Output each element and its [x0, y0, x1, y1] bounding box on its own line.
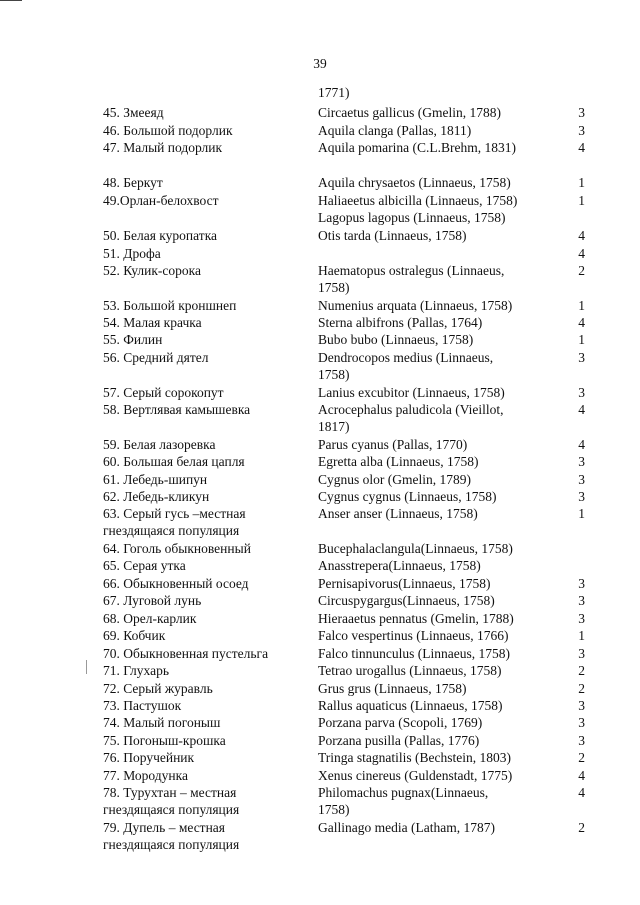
species-russian-name: 64. Гоголь обыкновенный — [103, 541, 251, 556]
species-russian-name: 61. Лебедь-шипун — [103, 472, 208, 487]
status-category: 1 — [578, 506, 585, 521]
species-russian-name: 47. Малый подорлик — [103, 140, 223, 155]
status-category: 2 — [578, 263, 585, 278]
species-russian-name: 48. Беркут — [103, 175, 163, 190]
species-russian-name: 76. Поручейник — [103, 750, 195, 765]
status-category: 4 — [578, 402, 585, 417]
status-category: 4 — [578, 315, 585, 330]
species-latin-name: Bucephalaclangula(Linnaeus, 1758) — [318, 541, 513, 556]
species-russian-name: 62. Лебедь-кликун — [103, 489, 210, 504]
species-russian-name: 67. Луговой лунь — [103, 593, 202, 608]
status-category: 2 — [578, 750, 585, 765]
species-russian-name: 45. Змееяд — [103, 105, 164, 120]
status-category: 1 — [578, 193, 585, 208]
species-latin-name: Rallus aquaticus (Linnaeus, 1758) — [318, 698, 503, 713]
species-latin-name: Porzana parva (Scopoli, 1769) — [318, 715, 483, 730]
species-russian-name: 46. Большой подорлик — [103, 123, 233, 138]
species-latin-name: Pernisapivorus(Linnaeus, 1758) — [318, 576, 491, 591]
species-russian-name: 69. Кобчик — [103, 628, 166, 643]
status-category: 3 — [578, 454, 585, 469]
species-latin-name: Gallinago media (Latham, 1787) — [318, 820, 495, 835]
species-russian-name: 66. Обыкновенный осоед — [103, 576, 249, 591]
status-category: 4 — [578, 768, 585, 783]
species-russian-name: 74. Малый погоныш — [103, 715, 221, 730]
scan-speck — [86, 660, 87, 674]
status-category: 3 — [578, 611, 585, 626]
page-edge-mark — [0, 0, 22, 1]
status-category: 3 — [578, 733, 585, 748]
species-russian-name: 55. Филин — [103, 332, 163, 347]
species-russian-name: 54. Малая крачка — [103, 315, 202, 330]
species-russian-name: 78. Турухтан – местная гнездящаяся популяция — [103, 785, 240, 818]
species-russian-name: 71. Глухарь — [103, 663, 169, 678]
status-category: 1 — [578, 298, 585, 313]
status-category: 2 — [578, 681, 585, 696]
species-russian-name: 51. Дрофа — [103, 246, 161, 261]
status-category: 3 — [578, 715, 585, 730]
status-category: 3 — [578, 385, 585, 400]
species-latin-name: Porzana pusilla (Pallas, 1776) — [318, 733, 480, 748]
species-russian-name: 65. Серая утка — [103, 558, 186, 573]
status-category: 2 — [578, 663, 585, 678]
species-russian-name: 72. Серый журавль — [103, 681, 213, 696]
species-latin-name: Circuspygargus(Linnaeus, 1758) — [318, 593, 495, 608]
status-category: 3 — [578, 646, 585, 661]
species-latin-name: Aquila chrysaetos (Linnaeus, 1758) — [318, 175, 511, 190]
species-russian-name: 52. Кулик-сорока — [103, 263, 202, 278]
species-latin-name: Philomachus pugnax(Linnaeus, 1758) — [318, 785, 489, 818]
species-latin-name: Circaetus gallicus (Gmelin, 1788) — [318, 105, 501, 120]
species-latin-name: Anser anser (Linnaeus, 1758) — [318, 506, 478, 521]
status-category: 4 — [578, 785, 585, 800]
species-russian-name: 77. Мородунка — [103, 768, 188, 783]
status-category: 4 — [578, 228, 585, 243]
species-latin-name: Parus cyanus (Pallas, 1770) — [318, 437, 468, 452]
species-latin-name: 1771) — [318, 85, 350, 100]
species-latin-name: Xenus cinereus (Guldenstadt, 1775) — [318, 768, 513, 783]
species-latin-name: Egretta alba (Linnaeus, 1758) — [318, 454, 479, 469]
species-latin-name: Haliaeetus albicilla (Linnaeus, 1758) Lagopus lagopus (Linnaeus, 1758) — [318, 193, 518, 226]
species-latin-name: Cygnus olor (Gmelin, 1789) — [318, 472, 471, 487]
page-number: 39 — [313, 56, 327, 71]
species-russian-name: 50. Белая куропатка — [103, 228, 218, 243]
status-category: 1 — [578, 628, 585, 643]
species-latin-name: Hieraaetus pennatus (Gmelin, 1788) — [318, 611, 514, 626]
species-latin-name: Haematopus ostralegus (Linnaeus, 1758) — [318, 263, 505, 296]
species-latin-name: Otis tarda (Linnaeus, 1758) — [318, 228, 467, 243]
species-russian-name: 53. Большой кроншнеп — [103, 298, 237, 313]
species-russian-name: 75. Погоныш-крошка — [103, 733, 226, 748]
species-latin-name: Aquila pomarina (C.L.Brehm, 1831) — [318, 140, 516, 155]
status-category: 3 — [578, 350, 585, 365]
species-latin-name: Anasstrepera(Linnaeus, 1758) — [318, 558, 481, 573]
species-latin-name: Acrocephalus paludicola (Vieillot, 1817) — [318, 402, 504, 435]
species-russian-name: 56. Средний дятел — [103, 350, 209, 365]
species-latin-name: Falco tinnunculus (Linnaeus, 1758) — [318, 646, 510, 661]
species-russian-name: 60. Большая белая цапля — [103, 454, 245, 469]
species-latin-name: Falco vespertinus (Linnaeus, 1766) — [318, 628, 509, 643]
species-latin-name: Dendrocopos medius (Linnaeus, 1758) — [318, 350, 494, 383]
species-latin-name: Bubo bubo (Linnaeus, 1758) — [318, 332, 474, 347]
status-category: 1 — [578, 332, 585, 347]
species-russian-name: 49.Орлан-белохвост — [103, 193, 219, 208]
species-latin-name: Sterna albifrons (Pallas, 1764) — [318, 315, 483, 330]
status-category: 4 — [578, 246, 585, 261]
status-category: 2 — [578, 820, 585, 835]
status-category: 3 — [578, 472, 585, 487]
species-russian-name: 59. Белая лазоревка — [103, 437, 216, 452]
status-category: 3 — [578, 489, 585, 504]
status-category: 3 — [578, 123, 585, 138]
species-latin-name: Cygnus cygnus (Linnaeus, 1758) — [318, 489, 497, 504]
status-category: 3 — [578, 576, 585, 591]
species-latin-name: Tringa stagnatilis (Bechstein, 1803) — [318, 750, 511, 765]
status-category: 4 — [578, 140, 585, 155]
species-russian-name: 57. Серый сорокопут — [103, 385, 224, 400]
species-russian-name: 63. Серый гусь –местная гнездящаяся популяция — [103, 506, 246, 539]
species-russian-name: 79. Дупель – местная гнездящаяся популяция — [103, 820, 240, 853]
status-category: 4 — [578, 437, 585, 452]
species-latin-name: Tetrao urogallus (Linnaeus, 1758) — [318, 663, 502, 678]
species-russian-name: 58. Вертлявая камышевка — [103, 402, 251, 417]
species-russian-name: 73. Пастушок — [103, 698, 182, 713]
species-latin-name: Numenius arquata (Linnaeus, 1758) — [318, 298, 513, 313]
species-latin-name: Aquila clanga (Pallas, 1811) — [318, 123, 472, 138]
species-russian-name: 68. Орел-карлик — [103, 611, 197, 626]
status-category: 1 — [578, 175, 585, 190]
species-latin-name: Grus grus (Linnaeus, 1758) — [318, 681, 467, 696]
species-latin-name: Lanius excubitor (Linnaeus, 1758) — [318, 385, 505, 400]
status-category: 3 — [578, 593, 585, 608]
species-russian-name: 70. Обыкновенная пустельга — [103, 646, 269, 661]
status-category: 3 — [578, 698, 585, 713]
status-category: 3 — [578, 105, 585, 120]
